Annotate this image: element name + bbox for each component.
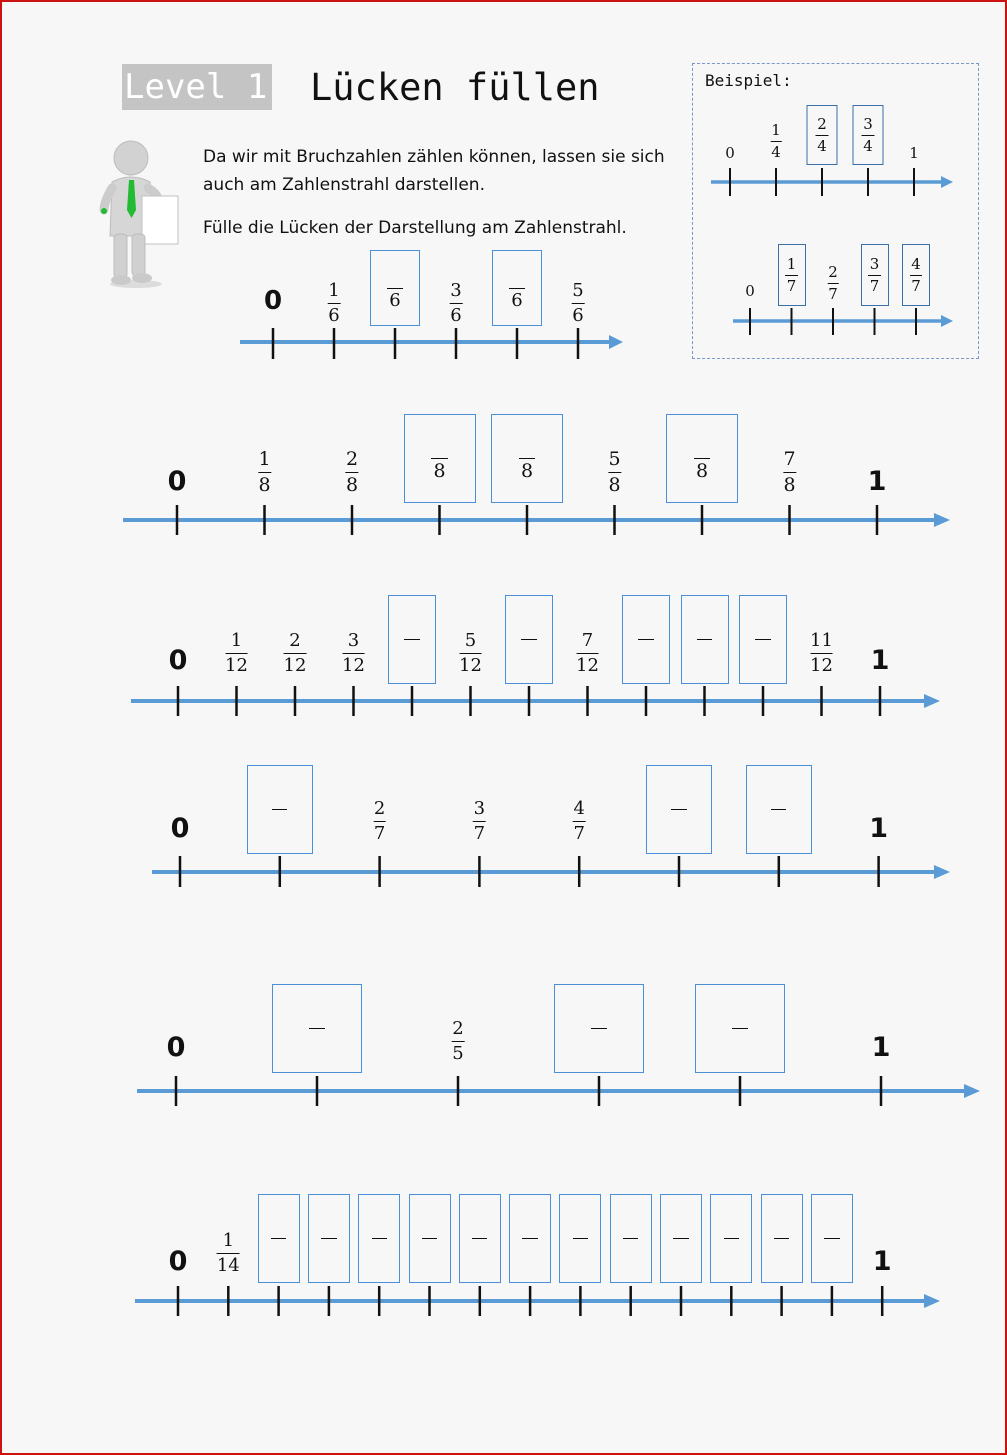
fraction-denominator: 7 <box>828 285 838 303</box>
fraction-bar <box>724 1238 739 1239</box>
exercise-4-blank-answer-box[interactable] <box>646 765 712 854</box>
fraction-numerator: 2 <box>373 798 386 819</box>
exercise-4-blank-answer-box[interactable] <box>746 765 812 854</box>
fraction-bar <box>272 809 287 810</box>
fraction-bar <box>785 275 798 276</box>
example-1-fraction-label <box>771 123 782 160</box>
fraction-denominator: 6 <box>328 305 340 326</box>
fraction-bar <box>623 1238 638 1239</box>
exercise-2-answer-box[interactable] <box>666 414 738 503</box>
exercise-3-blank-answer-box[interactable] <box>739 595 787 684</box>
fraction-denominator: 6 <box>450 305 462 326</box>
fraction-numerator: 1 <box>786 254 797 273</box>
exercise-3-end-label: 1 <box>870 645 890 676</box>
exercise-6-blank-answer-box[interactable] <box>459 1194 501 1283</box>
fraction-denominator: 7 <box>573 823 585 844</box>
fraction-bar <box>671 809 686 810</box>
fraction-denominator: 6 <box>511 289 523 311</box>
exercise-6-blank-answer-box[interactable] <box>660 1194 702 1283</box>
fraction-numerator: 2 <box>452 1018 464 1039</box>
exercise-6-blank-answer-box[interactable] <box>258 1194 300 1283</box>
fraction-bar <box>573 821 586 822</box>
fraction-numerator: 3 <box>473 798 486 819</box>
exercise-6-blank-answer-box[interactable] <box>308 1194 350 1283</box>
exercise-6-blank-answer-box[interactable] <box>811 1194 853 1283</box>
fraction-bar <box>345 472 358 473</box>
intro-text: Da wir mit Bruchzahlen zählen können, lassen sie sich auch am Zahlenstrahl darstellen. <box>203 147 665 195</box>
fraction-numerator: 1 <box>222 1230 235 1251</box>
page-title: Lücken füllen <box>310 66 600 109</box>
fraction-denominator: 8 <box>258 474 271 496</box>
fraction-bar <box>373 821 386 822</box>
exercise-3-fraction-label <box>810 632 833 675</box>
exercise-3-blank-answer-box[interactable] <box>388 595 436 684</box>
exercise-1-fraction-label <box>450 282 463 325</box>
exercise-3-fraction-label <box>225 632 248 675</box>
fraction-denominator: 14 <box>216 1255 240 1276</box>
fraction-denominator: 7 <box>786 276 797 295</box>
fraction-bar <box>321 1238 336 1239</box>
example-2-fraction-label <box>828 265 839 302</box>
example-1-end-label: 1 <box>909 144 919 162</box>
example-label: Beispiel: <box>705 71 792 90</box>
exercise-5-blank-answer-box[interactable] <box>554 984 644 1073</box>
fraction-numerator: 1 <box>230 630 243 651</box>
exercise-4-start-label: 0 <box>170 813 190 844</box>
fraction-bar <box>450 303 463 304</box>
number-line-arrowhead <box>934 513 950 527</box>
number-line-arrowhead <box>609 335 623 349</box>
fraction-denominator: 6 <box>389 289 401 311</box>
fraction-denominator: 12 <box>810 655 833 676</box>
fraction-bar <box>576 653 599 654</box>
example-2-answer-box <box>902 244 930 306</box>
fraction-bar <box>816 135 829 136</box>
fraction-numerator: 4 <box>911 254 921 273</box>
fraction-bar <box>771 141 782 142</box>
fraction-denominator: 12 <box>459 655 482 676</box>
fraction-bar <box>258 472 271 473</box>
exercise-4-end-label: 1 <box>869 813 888 844</box>
fraction-bar <box>271 1238 286 1239</box>
fraction-bar <box>828 283 839 284</box>
fraction-numerator: 1 <box>258 448 271 470</box>
fraction-bar <box>910 275 923 276</box>
exercise-2-answer-box[interactable] <box>491 414 563 503</box>
number-line-arrowhead <box>964 1084 980 1098</box>
fraction-bar <box>473 821 486 822</box>
fraction-denominator: 12 <box>342 655 365 676</box>
fraction-denominator: 4 <box>863 136 873 155</box>
level-badge: Level 1 <box>122 64 272 110</box>
exercise-3-fraction-label <box>284 632 307 675</box>
example-2-start-label: 0 <box>745 282 755 300</box>
exercise-2-fraction-label <box>783 450 796 495</box>
example-1-answer-box <box>853 105 884 165</box>
exercise-2-fraction-label <box>345 450 358 495</box>
exercise-1-start-label: 0 <box>263 286 283 316</box>
fraction-bar <box>810 653 833 654</box>
fraction-numerator: 5 <box>464 630 477 651</box>
number-line-arrowhead <box>941 315 953 327</box>
fraction-bar <box>342 653 365 654</box>
exercise-1-fraction-label <box>328 282 341 325</box>
exercise-3-fraction-label <box>576 632 599 675</box>
fraction-bar <box>868 275 881 276</box>
fraction-bar <box>638 639 653 640</box>
fraction-bar <box>732 1028 747 1029</box>
fraction-numerator: 2 <box>345 448 359 470</box>
fraction-denominator: 4 <box>771 143 781 161</box>
fraction-bar <box>519 458 535 459</box>
exercise-2-start-label: 0 <box>167 466 187 497</box>
fraction-denominator: 8 <box>433 460 446 482</box>
fraction-denominator: 7 <box>373 823 386 844</box>
exercise-6-end-label: 1 <box>872 1246 892 1277</box>
exercise-5-start-label: 0 <box>166 1032 186 1063</box>
fraction-bar <box>771 809 786 810</box>
fraction-bar <box>774 1238 789 1239</box>
fraction-bar <box>783 472 796 473</box>
exercise-3-blank-answer-box[interactable] <box>505 595 553 684</box>
fraction-bar <box>309 1028 324 1029</box>
fraction-denominator: 7 <box>473 823 486 844</box>
exercise-2-answer-box[interactable] <box>404 414 476 503</box>
fraction-bar <box>225 653 248 654</box>
fraction-numerator: 5 <box>608 448 621 470</box>
fraction-denominator: 8 <box>695 460 709 482</box>
exercise-6-start-label: 0 <box>168 1246 188 1277</box>
exercise-6-blank-answer-box[interactable] <box>761 1194 803 1283</box>
example-2-answer-box <box>778 244 806 306</box>
fraction-bar <box>591 1028 606 1029</box>
exercise-3-blank-answer-box[interactable] <box>681 595 729 684</box>
exercise-6-blank-answer-box[interactable] <box>610 1194 652 1283</box>
fraction-bar <box>472 1238 487 1239</box>
exercise-2-end-label: 1 <box>867 466 887 497</box>
fraction-bar <box>608 472 621 473</box>
number-line-arrowhead <box>934 865 950 879</box>
exercise-5-end-label: 1 <box>871 1032 891 1063</box>
exercise-2-fraction-label <box>258 450 271 495</box>
exercise-2-fraction-label <box>608 450 621 495</box>
exercise-6-blank-answer-box[interactable] <box>509 1194 551 1283</box>
exercise-4-fraction-label <box>373 800 386 843</box>
exercise-5-blank-answer-box[interactable] <box>272 984 362 1073</box>
fraction-bar <box>328 303 341 304</box>
exercise-4-fraction-label <box>473 800 486 843</box>
fraction-denominator: 5 <box>452 1043 464 1064</box>
exercise-4-blank-answer-box[interactable] <box>247 765 313 854</box>
fraction-numerator: 2 <box>289 630 301 651</box>
fraction-numerator: 5 <box>572 280 584 301</box>
fraction-numerator: 2 <box>817 114 827 133</box>
fraction-denominator: 12 <box>576 655 599 676</box>
fraction-bar <box>404 639 419 640</box>
fraction-numerator: 1 <box>328 280 340 301</box>
exercise-1-fraction-label <box>572 282 585 325</box>
exercise-3-fraction-label <box>342 632 365 675</box>
fraction-bar <box>755 639 770 640</box>
fraction-bar <box>673 1238 688 1239</box>
fraction-numerator: 3 <box>450 280 462 301</box>
fraction-numerator: 11 <box>810 630 833 651</box>
fraction-numerator: 7 <box>581 630 594 651</box>
fraction-bar <box>422 1238 437 1239</box>
exercise-5-blank-answer-box[interactable] <box>695 984 785 1073</box>
number-line-arrowhead <box>924 1294 940 1308</box>
fraction-bar <box>217 1253 240 1254</box>
task-instruction: Fülle die Lücken der Darstellung am Zahlenstrahl. <box>203 218 627 238</box>
fraction-bar <box>824 1238 839 1239</box>
example-1-answer-box <box>807 105 838 165</box>
fraction-denominator: 7 <box>869 276 880 295</box>
fraction-denominator: 8 <box>783 474 796 496</box>
exercise-6-blank-answer-box[interactable] <box>710 1194 752 1283</box>
fraction-denominator: 8 <box>520 460 534 482</box>
fraction-bar <box>284 653 307 654</box>
example-1-start-label: 0 <box>725 144 735 162</box>
exercise-6-fraction-label <box>217 1232 240 1275</box>
fraction-numerator: 3 <box>869 254 880 273</box>
fraction-numerator: 4 <box>573 798 585 819</box>
presenter-figure-icon <box>98 138 182 290</box>
exercise-4-fraction-label <box>573 800 586 843</box>
fraction-bar <box>459 653 482 654</box>
fraction-denominator: 4 <box>817 136 827 155</box>
exercise-3-start-label: 0 <box>168 645 188 676</box>
exercise-1-answer-box[interactable] <box>492 250 542 326</box>
number-line-arrowhead <box>941 176 953 188</box>
exercise-5-fraction-label <box>452 1020 465 1063</box>
fraction-denominator: 12 <box>283 655 307 676</box>
fraction-bar <box>862 135 875 136</box>
fraction-bar <box>697 639 712 640</box>
fraction-denominator: 12 <box>225 655 248 676</box>
exercise-3-blank-answer-box[interactable] <box>622 595 670 684</box>
exercise-6-blank-answer-box[interactable] <box>358 1194 400 1283</box>
fraction-denominator: 6 <box>572 305 584 326</box>
number-line-arrowhead <box>924 694 940 708</box>
fraction-bar <box>573 1238 588 1239</box>
fraction-bar <box>387 288 402 289</box>
example-2-answer-box <box>861 244 889 306</box>
fraction-denominator: 8 <box>345 474 359 496</box>
fraction-bar <box>572 303 585 304</box>
fraction-numerator: 1 <box>771 121 781 139</box>
fraction-numerator: 3 <box>863 114 873 133</box>
fraction-bar <box>431 458 447 459</box>
exercise-3-fraction-label <box>459 632 482 675</box>
fraction-bar <box>509 288 524 289</box>
example-box <box>692 63 979 359</box>
fraction-numerator: 7 <box>783 448 796 470</box>
fraction-bar <box>452 1041 465 1042</box>
fraction-denominator: 7 <box>911 276 921 295</box>
fraction-bar <box>522 1238 537 1239</box>
fraction-numerator: 2 <box>828 263 838 281</box>
exercise-1-answer-box[interactable] <box>370 250 420 326</box>
fraction-denominator: 8 <box>608 474 621 496</box>
fraction-bar <box>694 458 710 459</box>
exercise-6-blank-answer-box[interactable] <box>409 1194 451 1283</box>
exercise-6-blank-answer-box[interactable] <box>559 1194 601 1283</box>
fraction-numerator: 3 <box>347 630 360 651</box>
fraction-bar <box>372 1238 387 1239</box>
fraction-bar <box>521 639 536 640</box>
